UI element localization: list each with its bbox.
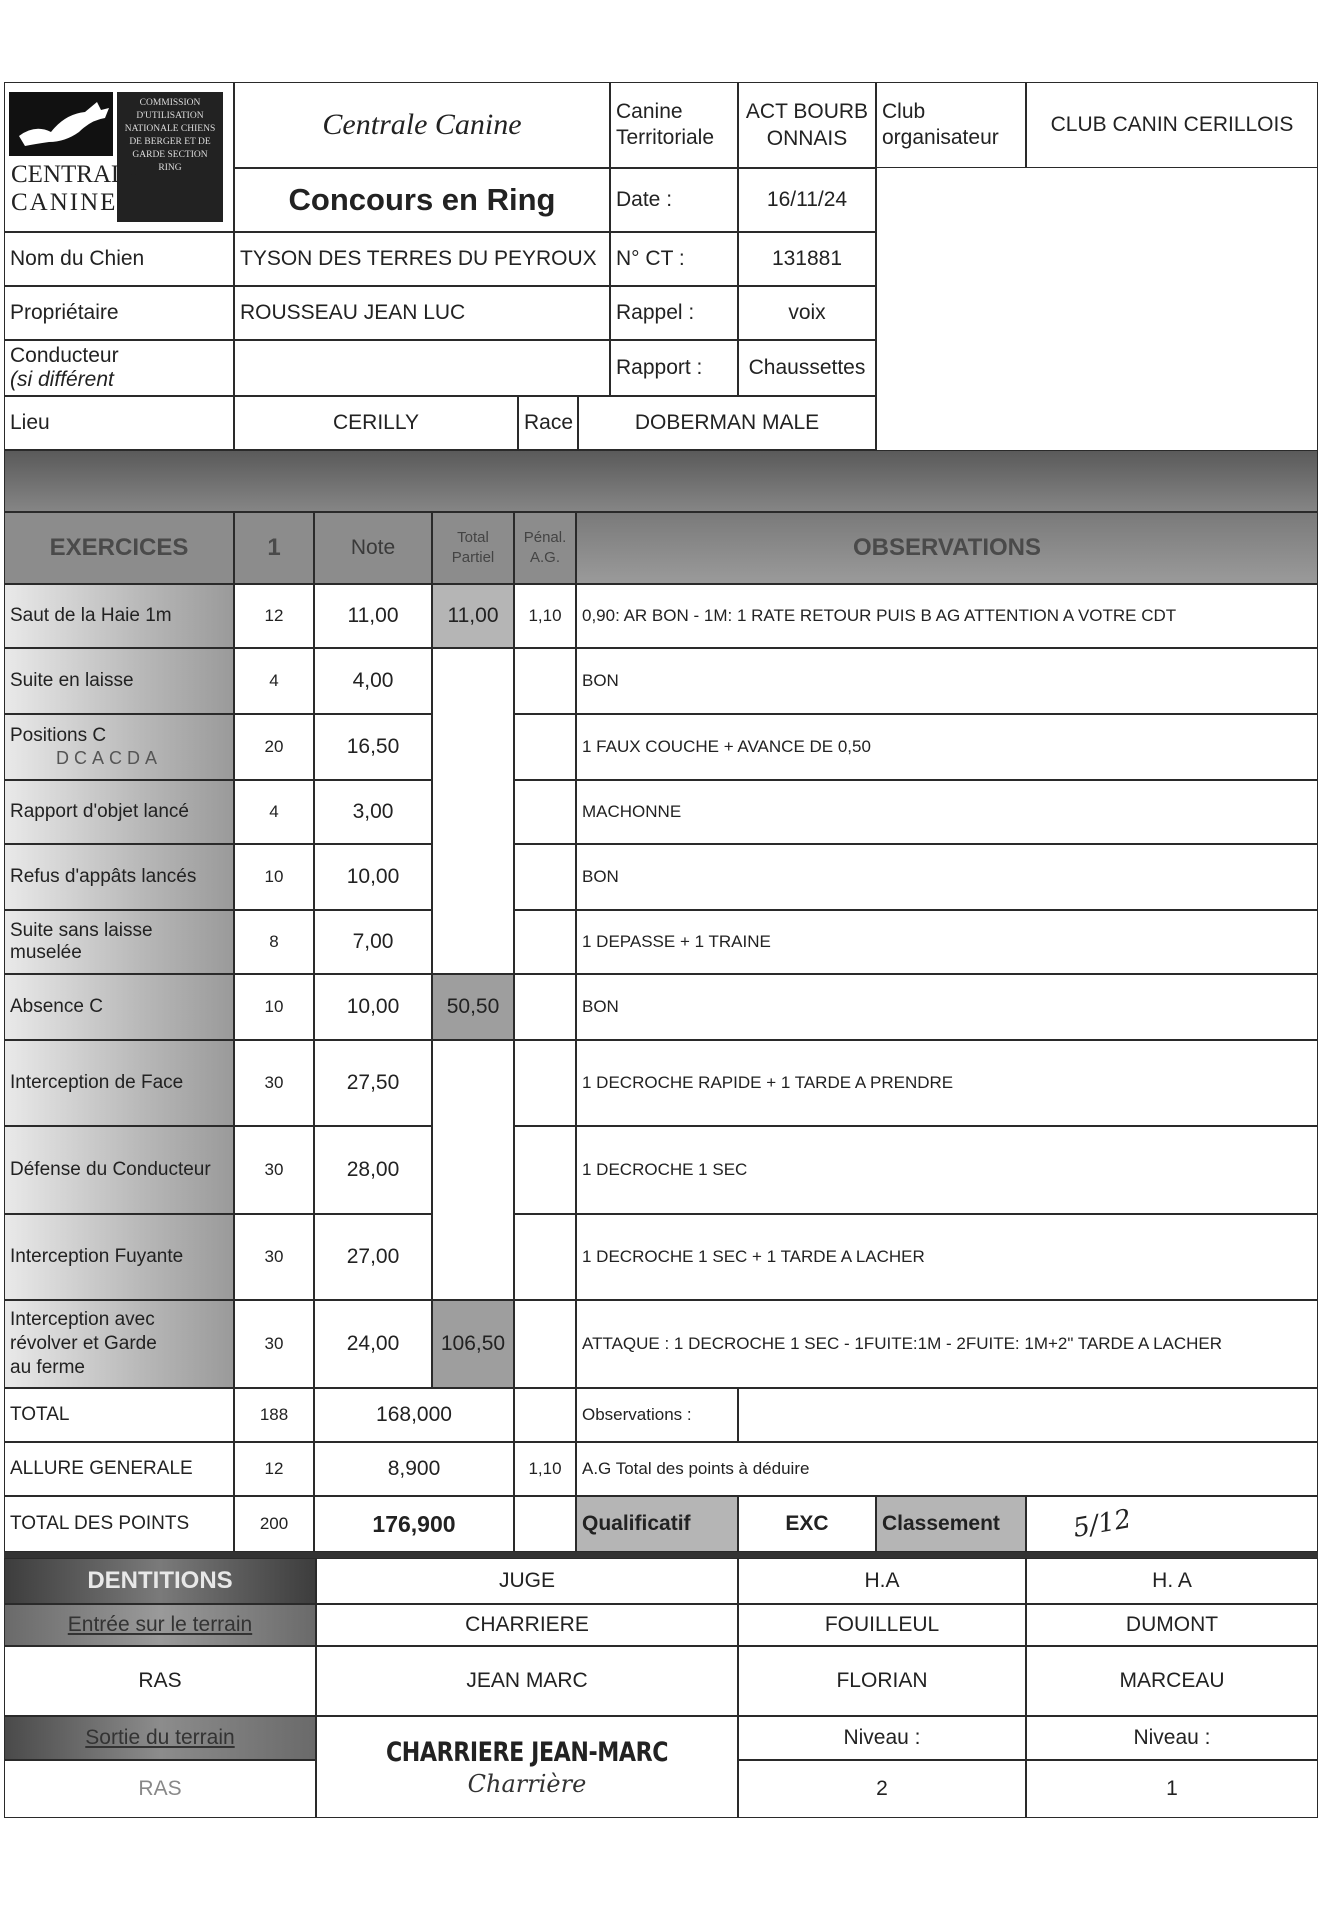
total-obs-label: Observations :	[576, 1388, 738, 1442]
qualif-value: EXC	[738, 1496, 876, 1552]
total-obs-value	[738, 1388, 1318, 1442]
entry-value: RAS	[4, 1646, 316, 1716]
exercise-obs: BON	[576, 844, 1318, 910]
exercise-max: 30	[234, 1126, 314, 1214]
exercise-note: 10,00	[314, 974, 432, 1040]
exercise-name: Suite en laisse	[4, 648, 234, 714]
exercise-max: 8	[234, 910, 314, 974]
exercise-name: Interception Fuyante	[4, 1214, 234, 1300]
grand-total-penalty-blank	[514, 1496, 576, 1552]
classement-value-cell	[1026, 1496, 1318, 1552]
exercise-max: 30	[234, 1214, 314, 1300]
exercise-obs: 0,90: AR BON - 1M: 1 RATE RETOUR PUIS B AG ATTENTION A VOTRE CDT	[576, 584, 1318, 648]
exercise-note: 10,00	[314, 844, 432, 910]
ct-value: 131881	[738, 232, 876, 286]
canine-label: Canine Territoriale	[610, 82, 738, 168]
separator-band	[4, 450, 1318, 512]
exercise-penalty	[514, 1214, 576, 1300]
exercise-penalty	[514, 910, 576, 974]
exercise-obs: 1 DECROCHE 1 SEC	[576, 1126, 1318, 1214]
judge-label: JUGE	[316, 1558, 738, 1604]
exercise-partial: 11,00	[432, 584, 514, 648]
exercise-penalty	[514, 714, 576, 780]
judge-last: CHARRIERE	[316, 1604, 738, 1646]
exercise-name: Rapport d'objet lancé	[4, 780, 234, 844]
total-label: TOTAL	[4, 1388, 234, 1442]
place-label: Lieu	[4, 396, 234, 450]
exercise-penalty	[514, 1300, 576, 1388]
exercise-note: 24,00	[314, 1300, 432, 1388]
exercise-name: Positions C	[10, 725, 107, 746]
ha2-level-label: Niveau :	[1026, 1716, 1318, 1760]
allure-label: ALLURE GENERALE	[4, 1442, 234, 1496]
exercise-obs: 1 DECROCHE 1 SEC + 1 TARDE A LACHER	[576, 1214, 1318, 1300]
ha2-level: 1	[1026, 1760, 1318, 1818]
exercise-penalty: 1,10	[514, 584, 576, 648]
handler-note: (si différent	[10, 368, 114, 391]
exercise-note: 4,00	[314, 648, 432, 714]
grand-total-max: 200	[234, 1496, 314, 1552]
rapport-value: Chaussettes	[738, 340, 876, 396]
observations-header: OBSERVATIONS	[576, 512, 1318, 584]
exercise-sub: DCACDA	[56, 748, 163, 768]
classement-label: Classement	[876, 1496, 1026, 1552]
exercise-penalty	[514, 1126, 576, 1214]
exercise-name: Suite sans laisse muselée	[4, 910, 234, 974]
ct-label: N° CT :	[610, 232, 738, 286]
partial-merged-2	[432, 1040, 514, 1300]
place-value: CERILLY	[234, 396, 518, 450]
rapport-label: Rapport :	[610, 340, 738, 396]
judge-signature: Charrière	[467, 1769, 587, 1798]
allure-obs: A.G Total des points à déduire	[576, 1442, 1318, 1496]
grand-total-value: 176,900	[314, 1496, 514, 1552]
rappel-label: Rappel :	[610, 286, 738, 340]
judge-signature-cell	[316, 1716, 738, 1818]
title-top: Centrale Canine	[234, 82, 610, 168]
exercise-penalty	[514, 1040, 576, 1126]
exercise-partial: 50,50	[432, 974, 514, 1040]
dog-name-label: Nom du Chien	[4, 232, 234, 286]
logo-block	[4, 82, 234, 232]
breed-label: Race	[518, 396, 578, 450]
logo-text-centrale: CENTRALE	[11, 161, 142, 188]
ha1-last: FOUILLEUL	[738, 1604, 1026, 1646]
level-header: 1	[234, 512, 314, 584]
exercise-name: Refus d'appâts lancés	[4, 844, 234, 910]
handler-label: Conducteur	[10, 344, 119, 367]
ha1-level: 2	[738, 1760, 1026, 1818]
ha2-label: H. A	[1026, 1558, 1318, 1604]
exercise-max: 10	[234, 974, 314, 1040]
exercise-name: Absence C	[4, 974, 234, 1040]
exercise-name: Saut de la Haie 1m	[4, 584, 234, 648]
total-penalty-blank	[514, 1388, 576, 1442]
ha1-level-label: Niveau :	[738, 1716, 1026, 1760]
exit-value: RAS	[4, 1760, 316, 1818]
exercise-note: 28,00	[314, 1126, 432, 1214]
exercise-note: 3,00	[314, 780, 432, 844]
ha2-last: DUMONT	[1026, 1604, 1318, 1646]
ha2-first: MARCEAU	[1026, 1646, 1318, 1716]
commission-text: COMMISSION D'UTILISATION NATIONALE CHIENS DE BERGER ET DE GARDE SECTION RING	[124, 98, 216, 173]
logo-text-canine: CANINE	[11, 189, 118, 216]
breed-value: DOBERMAN MALE	[578, 396, 876, 450]
exercise-name: Interception avec révolver et Garde au ferme	[4, 1300, 234, 1388]
allure-max: 12	[234, 1442, 314, 1496]
total-value: 168,000	[314, 1388, 514, 1442]
dog-name-value: TYSON DES TERRES DU PEYROUX	[234, 232, 610, 286]
exercise-note: 27,50	[314, 1040, 432, 1126]
exercise-obs: MACHONNE	[576, 780, 1318, 844]
allure-penalty: 1,10	[514, 1442, 576, 1496]
classement-value: 5/12	[1070, 1504, 1134, 1544]
date-value: 16/11/24	[738, 168, 876, 232]
exercise-name: Défense du Conducteur	[4, 1126, 234, 1214]
exercise-penalty	[514, 974, 576, 1040]
dentitions-header: DENTITIONS	[4, 1558, 316, 1604]
partial-merged-1	[432, 648, 514, 974]
exercise-name: Interception de Face	[4, 1040, 234, 1126]
exercise-max: 12	[234, 584, 314, 648]
entry-label: Entrée sur le terrain	[4, 1604, 316, 1646]
total-max: 188	[234, 1388, 314, 1442]
exercises-header: EXERCICES	[4, 512, 234, 584]
note-header: Note	[314, 512, 432, 584]
exercise-obs: 1 FAUX COUCHE + AVANCE DE 0,50	[576, 714, 1318, 780]
ha1-first: FLORIAN	[738, 1646, 1026, 1716]
exercise-max: 10	[234, 844, 314, 910]
exercise-note: 27,00	[314, 1214, 432, 1300]
exercise-obs: 1 DEPASSE + 1 TRAINE	[576, 910, 1318, 974]
total-partial-header: Total Partiel	[432, 512, 514, 584]
exercise-max: 30	[234, 1300, 314, 1388]
exercise-penalty	[514, 780, 576, 844]
exercise-max: 4	[234, 780, 314, 844]
club-label: Club organisateur	[876, 82, 1026, 168]
date-label: Date :	[610, 168, 738, 232]
allure-value: 8,900	[314, 1442, 514, 1496]
exercise-max: 20	[234, 714, 314, 780]
exercise-max: 30	[234, 1040, 314, 1126]
handler-value	[234, 340, 610, 396]
rappel-value: voix	[738, 286, 876, 340]
owner-value: ROUSSEAU JEAN LUC	[234, 286, 610, 340]
exercise-obs: 1 DECROCHE RAPIDE + 1 TARDE A PRENDRE	[576, 1040, 1318, 1126]
exercise-penalty	[514, 648, 576, 714]
exercise-penalty	[514, 844, 576, 910]
exercise-note: 16,50	[314, 714, 432, 780]
exercise-obs: BON	[576, 974, 1318, 1040]
exercise-note: 7,00	[314, 910, 432, 974]
penalty-header: Pénal. A.G.	[514, 512, 576, 584]
exercise-obs: BON	[576, 648, 1318, 714]
exercise-partial: 106,50	[432, 1300, 514, 1388]
grand-total-label: TOTAL DES POINTS	[4, 1496, 234, 1552]
qualif-label: Qualificatif	[576, 1496, 738, 1552]
exercise-note: 11,00	[314, 584, 432, 648]
exercise-name-cell	[4, 714, 234, 780]
exercise-max: 4	[234, 648, 314, 714]
exit-label: Sortie du terrain	[4, 1716, 316, 1760]
ha1-label: H.A	[738, 1558, 1026, 1604]
title-main: Concours en Ring	[234, 168, 610, 232]
club-value: CLUB CANIN CERILLOIS	[1026, 82, 1318, 168]
handler-label-cell	[4, 340, 234, 396]
canine-value: ACT BOURBONNAIS	[738, 82, 876, 168]
exercise-obs: ATTAQUE : 1 DECROCHE 1 SEC - 1FUITE:1M - 2FUITE: 1M+2" TARDE A LACHER	[576, 1300, 1318, 1388]
owner-label: Propriétaire	[4, 286, 234, 340]
judge-first: JEAN MARC	[316, 1646, 738, 1716]
judge-stamp: CHARRIERE JEAN-MARC	[385, 1736, 669, 1768]
